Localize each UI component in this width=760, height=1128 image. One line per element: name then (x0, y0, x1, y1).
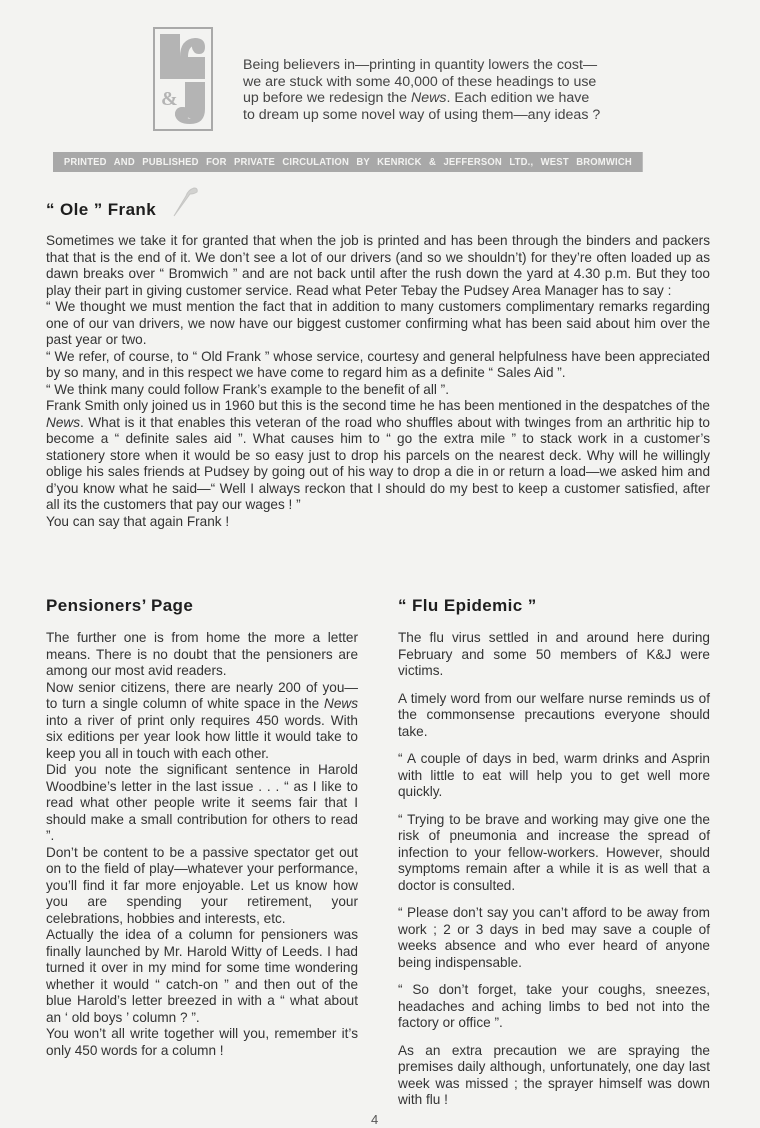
article-paragraph: Frank Smith only joined us in 1960 but this is the second time he has been mentioned in the despatches of the News. What is it that enables this veteran of the road who shuffles about with twinges from an arthritic hip to become a “ definite sales aid ”. What causes him to “ go the extra mile ” to stack work in a customer’s stationery store when it would be so easy just to drop his parcels on the nearest deck. Why will he willingly oblige his sales friends at Pudsey by going out of his way to drop a die in or return a load—we asked him and d’you know what he said—“ Well I always reckon that I should do my best to keep a customer satisfied, after all its the customers that pay our wages ! ” (46, 398, 710, 512)
article-paragraph: The further one is from home the more a letter means. There is no doubt that the pensioners are among our most avid readers. (46, 630, 358, 678)
article-paragraph: Don’t be content to be a passive spectator get out on to the field of play—whatever your performance, you’ll find it far more enjoyable. Let us know how you are spending your retirement, your celebrations, hobbies and interests, etc. (46, 844, 358, 926)
article-paragraph: As an extra precaution we are spraying the premises daily although, unfortunately, one day last week was missed ; the sprayer himself was down with flu ! (398, 1042, 710, 1107)
article-paragraph: Actually the idea of a column for pensioners was finally launched by Mr. Harold Witty of Leeds. I had turned it over in my mind for some time wondering whether it would “ catch-on ” and then out of the blue Harold’s letter breezed in with a “ what about an ‘ old boys ’ column ? ”. (46, 927, 358, 1025)
article-paragraph: “ A couple of days in bed, warm drinks and Asprin with little to eat will help you to get well more quickly. (398, 751, 710, 799)
intro-line: we are stuck with some 40,000 of these headings to use (243, 73, 597, 90)
svg-text:&: & (161, 88, 178, 110)
article-flu-epidemic (398, 596, 710, 1120)
intro-line: up before we redesign the News. Each edition we have (243, 90, 590, 106)
article-paragraph: Now senior citizens, there are nearly 200 of you—to turn a single column of white space in the News into a river of print only requires 450 words. With six editions per year look how little it would take to keep you all in touch with each other. (46, 679, 358, 761)
publication-name: News (324, 696, 358, 711)
article-paragraph: “ We refer, of course, to “ Old Frank ” whose service, courtesy and general helpfulness have been appreciated by so many, and in this respect we have come to regard him as a definite “ Sales Aid ”. (46, 348, 710, 380)
article-paragraph: You won’t all write together will you, remember it’s only 450 words for a column ! (46, 1026, 358, 1058)
banner-text: PRINTED AND PUBLISHED FOR PRIVATE CIRCULATION BY KENRICK & JEFFERSON LTD., WEST BROMWICH (63, 156, 632, 168)
article-title: “ Ole ” Frank (46, 200, 157, 219)
publication-name: News (411, 90, 447, 106)
article-ole-frank (46, 200, 710, 530)
article-paragraph: “ Trying to be brave and working may give one the risk of pneumonia and increase the spread of infection to your fellow-workers. However, should symptoms remain after a while it is as well that a doctor is consulted. (398, 811, 710, 893)
article-paragraph: “ We thought we must mention the fact that in addition to many customers complimentary remarks regarding one of our van drivers, we now have our biggest customer confirming what has been said about him over the past year or two. (46, 299, 710, 347)
article-paragraph: A timely word from our welfare nurse reminds us of the commonsense precautions everyone should take. (398, 690, 710, 739)
intro-line: to dream up some novel way of using them—any ideas ? (243, 106, 601, 123)
article-paragraph: Did you note the significant sentence in Harold Woodbine’s letter in the last issue . . . “ as I like to read what other people write it seems fair that I should make a small contribution for others to read ”. (46, 762, 358, 843)
article-pensioners-page (46, 596, 358, 1059)
publisher-banner (53, 152, 643, 172)
article-paragraph: The flu virus settled in and around here during February and some 50 members of K&J were victims. (398, 630, 710, 678)
article-paragraph: “ We think many could follow Frank’s example to the benefit of all ”. (46, 381, 449, 397)
intro-line: Being believers in—printing in quantity lowers the cost— (243, 57, 598, 73)
article-paragraph: You can say that again Frank ! (46, 513, 230, 529)
publication-name: News (46, 414, 80, 430)
article-title: Pensioners’ Page (46, 596, 194, 615)
article-paragraph: Sometimes we take it for granted that when the job is printed and has been through the binders and packers that that is the end of it. We don’t see a lot of our drivers (and so we shouldn’t) for they’re often loaded up as dawn breaks over “ Bromwich ” and are not back until after the rush down the yard at 4.30 p.m. But they too play their part in giving customer service. Read what Peter Tebay the Pudsey Area Manager has to say : (46, 233, 710, 298)
article-paragraph: “ Please don’t say you can’t afford to be away from work ; 2 or 3 days in bed may save a couple of weeks absence and who ever heard of anyone being indispensable. (398, 905, 710, 970)
article-title: “ Flu Epidemic ” (398, 596, 537, 615)
page-number: 4 (371, 1112, 379, 1127)
kj-logo-icon (153, 27, 213, 131)
article-paragraph: “ So don’t forget, take your coughs, sneezes, headaches and aching limbs to bed not into the factory or office ”. (398, 982, 710, 1030)
intro-text (243, 57, 683, 123)
